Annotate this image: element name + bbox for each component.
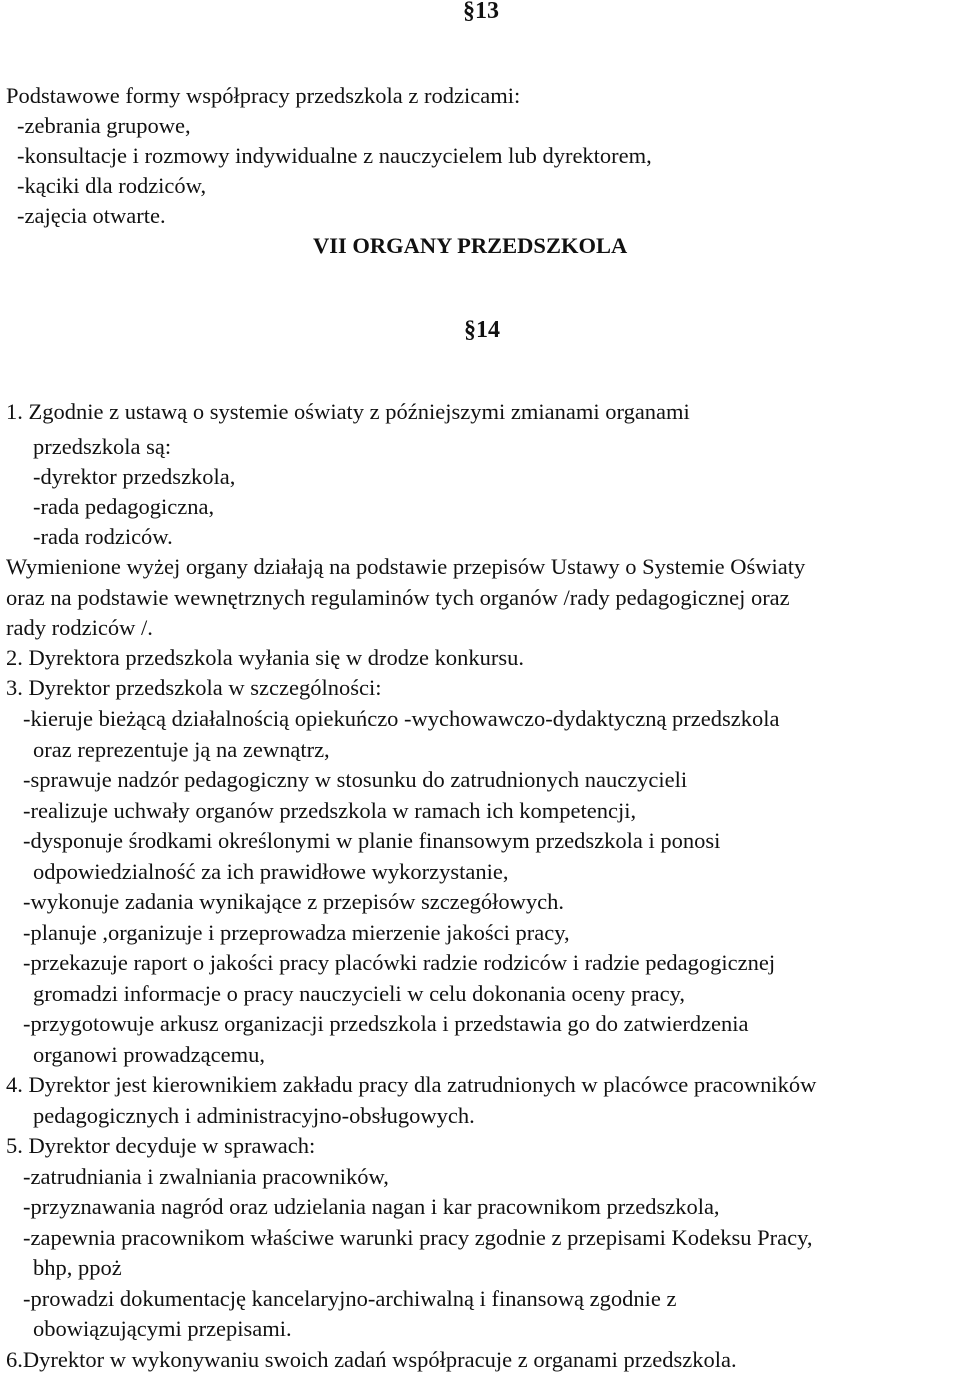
list-item: -wykonuje zadania wynikające z przepisów szczegółowych. [23, 889, 565, 914]
list-item: -planuje ,organizuje i przeprowadza mierzenie jakości pracy, [23, 920, 570, 945]
list-item-continuation: bhp, ppoż [33, 1255, 122, 1280]
paragraph-line: 5. Dyrektor decyduje w sprawach: [6, 1133, 316, 1158]
chapter-heading: VII ORGANY PRZEDSZKOLA [313, 233, 628, 258]
paragraph-line: 6.Dyrektor w wykonywaniu swoich zadań współpracuje z organami przedszkola. [6, 1347, 737, 1372]
list-item-continuation: oraz reprezentuje ją na zewnątrz, [33, 737, 330, 762]
section-13-marker: §13 [463, 0, 499, 24]
list-item: -kąciki dla rodziców, [17, 173, 207, 198]
paragraph-line: rady rodziców /. [6, 615, 153, 640]
paragraph-line: pedagogicznych i administracyjno-obsługowych. [33, 1103, 475, 1128]
paragraph-line: przedszkola są: [33, 434, 172, 459]
paragraph-line: 2. Dyrektora przedszkola wyłania się w drodze konkursu. [6, 645, 524, 670]
list-item: -zapewnia pracownikom właściwe warunki pracy zgodnie z przepisami Kodeksu Pracy, [23, 1225, 813, 1250]
list-item-continuation: obowiązującymi przepisami. [33, 1316, 292, 1341]
list-item: -sprawuje nadzór pedagogiczny w stosunku do zatrudnionych nauczycieli [23, 767, 688, 792]
list-item: -zajęcia otwarte. [17, 203, 166, 228]
paragraph-line: Wymienione wyżej organy działają na podstawie przepisów Ustawy o Systemie Oświaty [6, 554, 806, 579]
list-item: -kieruje bieżącą działalnością opiekuńczo -wychowawczo-dydaktyczną przedszkola [23, 706, 780, 731]
paragraph-line: 3. Dyrektor przedszkola w szczególności: [6, 675, 382, 700]
list-item-continuation: odpowiedzialność za ich prawidłowe wykorzystanie, [33, 859, 509, 884]
list-item-continuation: organowi prowadzącemu, [33, 1042, 265, 1067]
list-item: -konsultacje i rozmowy indywidualne z nauczycielem lub dyrektorem, [17, 143, 652, 168]
list-item: -przygotowuje arkusz organizacji przedszkola i przedstawia go do zatwierdzenia [23, 1011, 749, 1036]
list-item: -rada pedagogiczna, [33, 494, 215, 519]
list-item: -dysponuje środkami określonymi w planie finansowym przedszkola i ponosi [23, 828, 721, 853]
list-item: -przyznawania nagród oraz udzielania nagan i kar pracownikom przedszkola, [23, 1194, 720, 1219]
list-item: -prowadzi dokumentację kancelaryjno-archiwalną i finansową zgodnie z [23, 1286, 677, 1311]
list-item: -dyrektor przedszkola, [33, 464, 236, 489]
list-item: -przekazuje raport o jakości pracy placówki radzie rodziców i radzie pedagogicznej [23, 950, 776, 975]
paragraph-line: 1. Zgodnie z ustawą o systemie oświaty z późniejszymi zmianami organami [6, 399, 690, 424]
list-item: -zebrania grupowe, [17, 113, 191, 138]
list-item: -rada rodziców. [33, 524, 173, 549]
list-item: -zatrudniania i zwalniania pracowników, [23, 1164, 389, 1189]
paragraph-line: 4. Dyrektor jest kierownikiem zakładu pracy dla zatrudnionych w placówce pracowników [6, 1072, 817, 1097]
list-item: -realizuje uchwały organów przedszkola w ramach ich kompetencji, [23, 798, 637, 823]
paragraph-line: oraz na podstawie wewnętrznych regulaminów tych organów /rady pedagogicznej oraz [6, 585, 790, 610]
section-14-marker: §14 [464, 317, 500, 343]
list-item-continuation: gromadzi informacje o pracy nauczycieli w celu dokonania oceny pracy, [33, 981, 685, 1006]
paragraph-line: Podstawowe formy współpracy przedszkola z rodzicami: [6, 83, 521, 108]
